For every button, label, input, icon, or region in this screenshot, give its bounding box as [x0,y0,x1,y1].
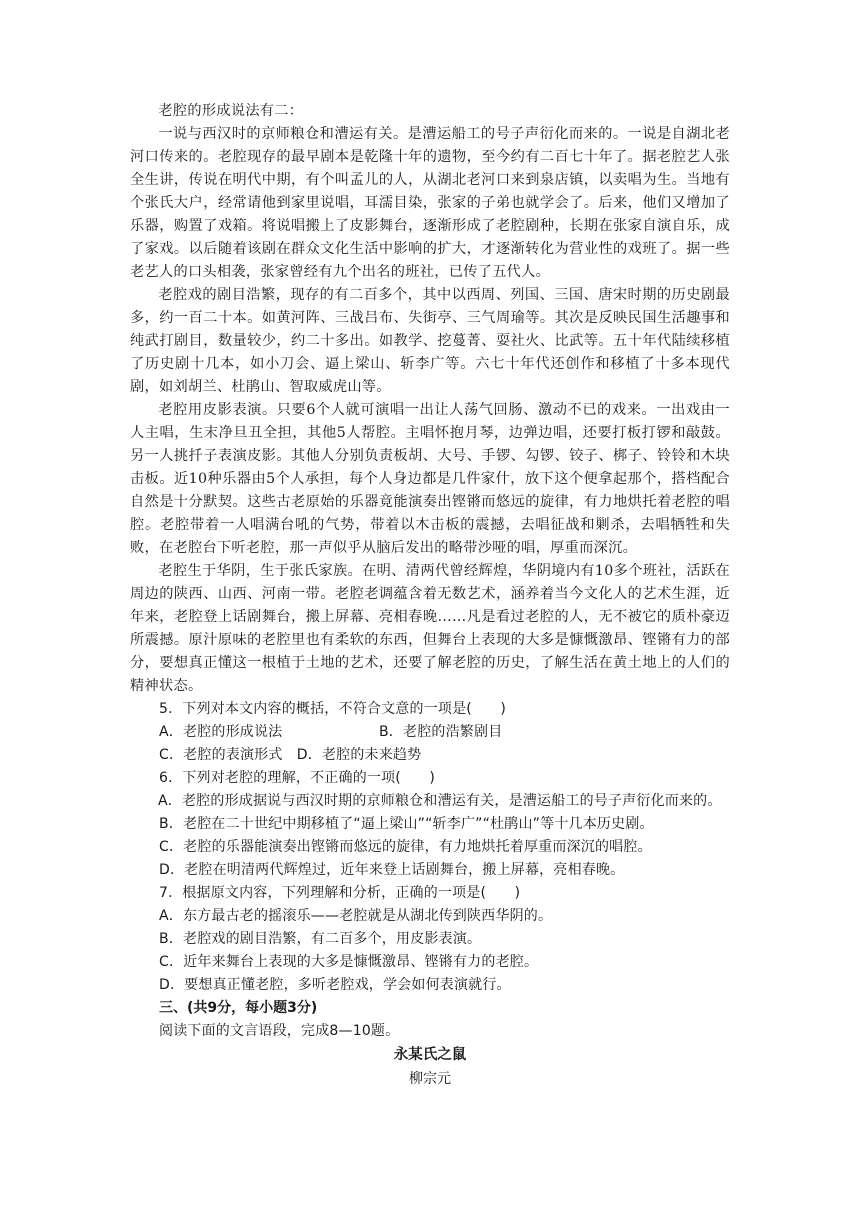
question-7 [130,882,730,997]
classical-text-author: 柳宗元 [409,1071,451,1087]
question-7-stem: 7．根据原文内容，下列理解和分析，正确的一项是( ) [159,885,521,901]
question-6-option-a: A．老腔的形成据说与西汉时期的京师粮仓和漕运有关，是漕运船工的号子声衍化而来的。 [158,793,722,809]
passage-paragraph-3: 老腔用皮影表演。只要6个人就可演唱一出让人荡气回肠、激动不已的戏来。一出戏由一人主唱，生末净旦丑全担，其他5人帮腔。主唱怀抱月琴，边弹边唱，还要打板打锣和敲鼓。另一人挑扦子表演皮影。其他人分别负责板胡、大号、手锣、勾锣、铰子、梆子、铃铃和木块击板。近10种乐器由5个人承担，每个人身边都是几件家什，放下这个便拿起那个，搭档配合自然是十分默契。这些古老原始的乐器竟能演奏出铿锵而悠远的旋律，有力地烘托着老腔的唱腔。老腔带着一人唱满台吼的气势，带着以木击板的震撼，去唱征战和剿杀，去唱牺牲和失败，在老腔台下听老腔，那一声似乎从脑后发出的略带沙哑的唱，厚重而深沉。 [130,402,730,556]
question-6-option-d: D．老腔在明清两代辉煌过，近年来登上话剧舞台，搬上屏幕，亮相春晚。 [159,862,625,878]
passage-paragraph-4: 老腔生于华阴，生于张氏家族。在明、清两代曾经辉煌，华阴境内有10多个班社，活跃在周边的陕西、山西、河南一带。老腔老调蕴含着无数艺术，涵养着当今文化人的艺术生涯，近年来，老腔登上话剧舞台，搬上屏幕、亮相春晚……凡是看过老腔的人，无不被它的质朴豪迈所震撼。原汁原味的老腔里也有柔软的东西，但舞台上表现的大多是慷慨激昂、铿锵有力的部分，要想真正懂这一根植于土地的艺术，还要了解老腔的历史，了解生活在黄土地上的人们的精神状态。 [130,563,730,694]
question-6-option-c: C．老腔的乐器能演奏出铿锵而悠远的旋律，有力地烘托着厚重而深沉的唱腔。 [159,839,652,855]
question-5-option-b: B．老腔的浩繁剧目 [379,724,503,740]
question-6-option-b: B．老腔在二十世纪中期移植了“逼上梁山”“斩李广”“杜鹃山”等十几本历史剧。 [159,816,654,832]
question-7-option-b: B．老腔戏的剧目浩繁，有二百多个，用皮影表演。 [159,931,482,947]
section-3-heading: 三、(共9分，每小题3分) [159,1000,318,1016]
question-5 [130,698,730,767]
question-6-stem: 6．下列对老腔的理解，不正确的一项( ) [159,770,436,786]
question-7-option-d: D．要想真正懂老腔，多听老腔戏，学会如何表演就行。 [159,977,511,993]
document-page [130,100,730,1091]
question-5-options-ab [130,721,730,744]
question-5-option-a: A．老腔的形成说法 [159,724,283,740]
section-3-instruction: 阅读下面的文言语段，完成8—10题。 [159,1023,400,1039]
question-6 [130,767,730,882]
classical-text-title: 永某氏之鼠 [393,1047,467,1063]
passage-paragraph-1: 一说与西汉时的京师粮仓和漕运有关。是漕运船工的号子声衍化而来的。一说是自湖北老河口传来的。老腔现存的最早剧本是乾隆十年的遗物，至今约有二百七十年了。据老腔艺人张全生讲，传说在明代中期，有个叫孟儿的人，从湖北老河口来到泉店镇，以卖唱为生。当地有个张氏大户，经常请他到家里说唱，耳濡目染，张家的子弟也就学会了。后来，他们又增加了乐器，购置了戏箱。将说唱搬上了皮影舞台，逐渐形成了老腔剧种，长期在张家自演自乐，成了家戏。以后随着该剧在群众文化生活中影响的扩大，才逐渐转化为营业性的戏班了。据一些老艺人的口头相袭，张家曾经有九个出名的班社，已传了五代人。 [130,126,730,280]
question-5-options-cd: C．老腔的表演形式 D．老腔的未来趋势 [159,747,422,763]
question-5-stem: 5．下列对本文内容的概括，不符合文意的一项是( ) [159,701,507,717]
question-7-option-c: C．近年来舞台上表现的大多是慷慨激昂、铿锵有力的老腔。 [159,954,539,970]
passage-paragraph-2: 老腔戏的剧目浩繁，现存的有二百多个，其中以西周、列国、三国、唐宋时期的历史剧最多，约一百二十本。如黄河阵、三战吕布、失街亭、三气周瑜等。其次是反映民国生活趣事和纯武打剧目，数量较少，约二十多出。如教学、挖蔓菁、耍社火、比武等。五十年代陆续移植了历史剧十几本，如小刀会、逼上梁山、斩李广等。六七十年代还创作和移植了十多本现代剧，如刘胡兰、杜鹃山、智取威虎山等。 [130,287,730,395]
question-7-option-a: A．东方最古老的摇滚乐——老腔就是从湖北传到陕西华阴的。 [159,908,553,924]
passage-intro: 老腔的形成说法有二： [158,103,304,119]
